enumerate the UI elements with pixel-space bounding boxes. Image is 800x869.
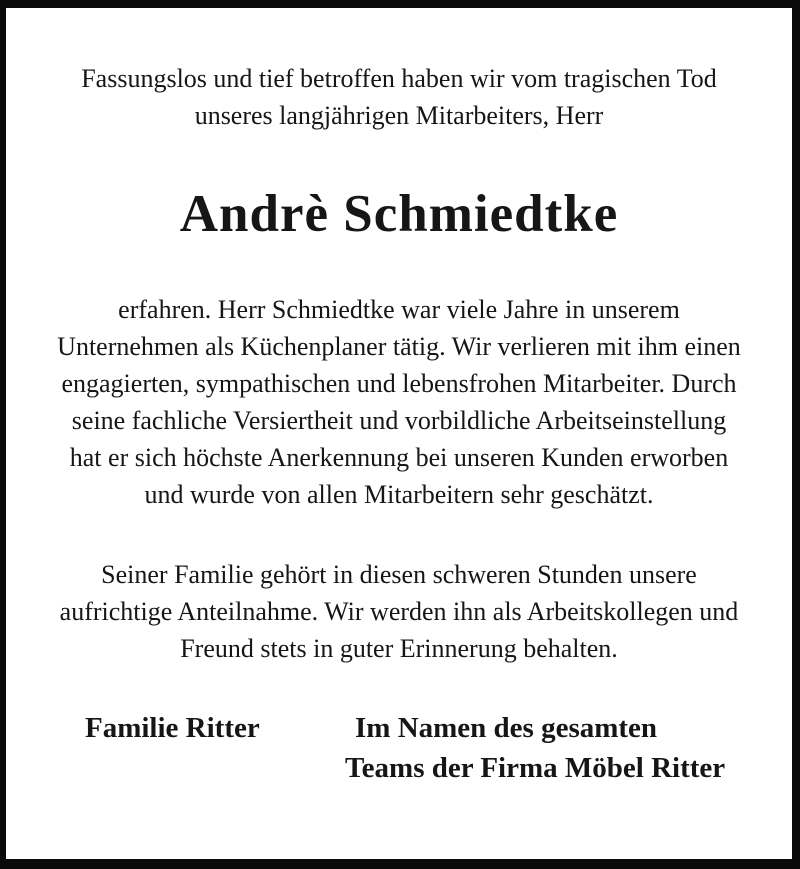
condolence-line: Seiner Familie gehört in diesen schweren Stunden unsere [101,560,697,589]
tribute-line: und wurde von allen Mitarbeitern sehr geschätzt. [144,480,654,509]
tribute-paragraph [6,291,792,513]
intro-line: Fassungslos und tief betroffen haben wir vom tragischen Tod [81,64,717,93]
tribute-line: hat er sich höchste Anerkennung bei unseren Kunden erworben [69,443,729,472]
signature-row [6,708,792,788]
obituary-notice [6,8,792,859]
condolence-paragraph [6,556,792,667]
tribute-line: engagierten, sympathischen und lebensfrohen Mitarbeiter. Durch [61,369,737,398]
signature-company-line: Teams der Firma Möbel Ritter [345,752,726,784]
condolence-line: aufrichtige Anteilnahme. Wir werden ihn als Arbeitskollegen und [59,597,739,626]
tribute-line: erfahren. Herr Schmiedtke war viele Jahre in unserem [118,295,680,324]
deceased-name: Andrè Schmiedtke [179,185,619,243]
intro-text [6,8,792,134]
tribute-line: Unternehmen als Küchenplaner tätig. Wir verlieren mit ihm einen [57,332,741,361]
signature-company [345,708,725,788]
intro-line: unseres langjährigen Mitarbeiters, Herr [194,101,604,130]
signature-company-line: Im Namen des gesamten [355,712,658,744]
tribute-line: seine fachliche Versiertheit und vorbildliche Arbeitseinstellung [71,406,727,435]
condolence-line: Freund stets in guter Erinnerung behalten. [180,634,618,663]
signature-family: Familie Ritter [85,712,260,744]
